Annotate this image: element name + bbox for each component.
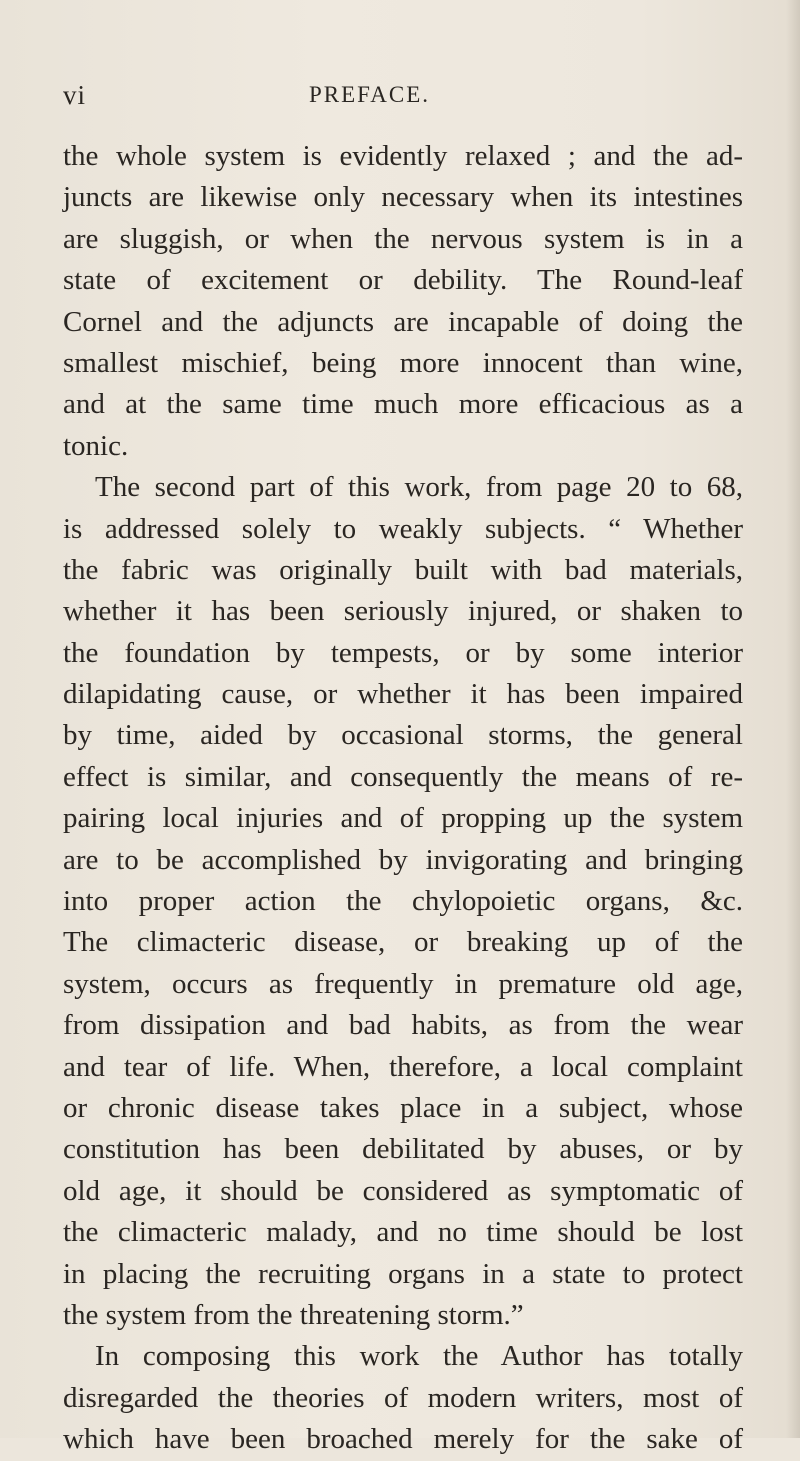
page-header bbox=[63, 80, 753, 120]
text-line: constitution has been debilitated by abuses, or by bbox=[63, 1133, 743, 1166]
text-line: the climacteric malady, and no time should be lost bbox=[63, 1216, 743, 1249]
text-line: which have been broached merely for the sake of bbox=[63, 1423, 743, 1456]
page-edge-shadow bbox=[786, 0, 800, 1438]
text-line: Cornel and the adjuncts are incapable of doing the bbox=[63, 305, 743, 338]
text-line: pairing local injuries and of propping up the system bbox=[63, 802, 743, 835]
text-line: whether it has been seriously injured, or shaken to bbox=[63, 595, 743, 628]
text-line: are to be accomplished by invigorating and bringing bbox=[63, 843, 743, 876]
text-line: tonic. bbox=[63, 429, 129, 462]
text-line: the foundation by tempests, or by some interior bbox=[63, 636, 743, 669]
text-line: and tear of life. When, therefore, a local complaint bbox=[63, 1050, 743, 1083]
text-line: is addressed solely to weakly subjects. “ Whether bbox=[63, 512, 743, 545]
text-line: effect is similar, and consequently the means of re- bbox=[63, 760, 743, 793]
running-head: PREFACE. bbox=[309, 82, 431, 107]
text-line: the fabric was originally built with bad materials, bbox=[63, 553, 743, 586]
text-line: and at the same time much more efficacious as a bbox=[63, 388, 743, 421]
text-line: into proper action the chylopoietic organs, &c. bbox=[63, 885, 743, 918]
text-line: dilapidating cause, or whether it has been impaired bbox=[63, 678, 743, 711]
text-line: system, occurs as frequently in premature old age, bbox=[63, 967, 743, 1000]
text-line: from dissipation and bad habits, as from the wear bbox=[63, 1009, 743, 1042]
text-line: disregarded the theories of modern writers, most of bbox=[63, 1381, 743, 1414]
body-text bbox=[63, 136, 743, 1461]
text-line: state of excitement or debility. The Round-leaf bbox=[63, 264, 743, 297]
text-line: in placing the recruiting organs in a state to protect bbox=[63, 1257, 743, 1290]
text-line: In composing this work the Author has totally bbox=[95, 1340, 743, 1373]
text-line: The climacteric disease, or breaking up of the bbox=[63, 926, 743, 959]
text-line: The second part of this work, from page 20 to 68, bbox=[95, 471, 743, 504]
text-line: juncts are likewise only necessary when its intestines bbox=[63, 181, 743, 214]
text-line: the system from the threatening storm.” bbox=[63, 1298, 524, 1331]
text-line: the whole system is evidently relaxed ; and the ad- bbox=[63, 140, 743, 172]
text-line: or chronic disease takes place in a subject, whose bbox=[63, 1091, 743, 1124]
text-line: are sluggish, or when the nervous system is in a bbox=[63, 222, 743, 255]
text-line: old age, it should be considered as symptomatic of bbox=[63, 1174, 743, 1207]
page-number: vi bbox=[63, 80, 87, 110]
text-line: smallest mischief, being more innocent than wine, bbox=[63, 346, 743, 379]
text-line: by time, aided by occasional storms, the general bbox=[63, 719, 743, 752]
